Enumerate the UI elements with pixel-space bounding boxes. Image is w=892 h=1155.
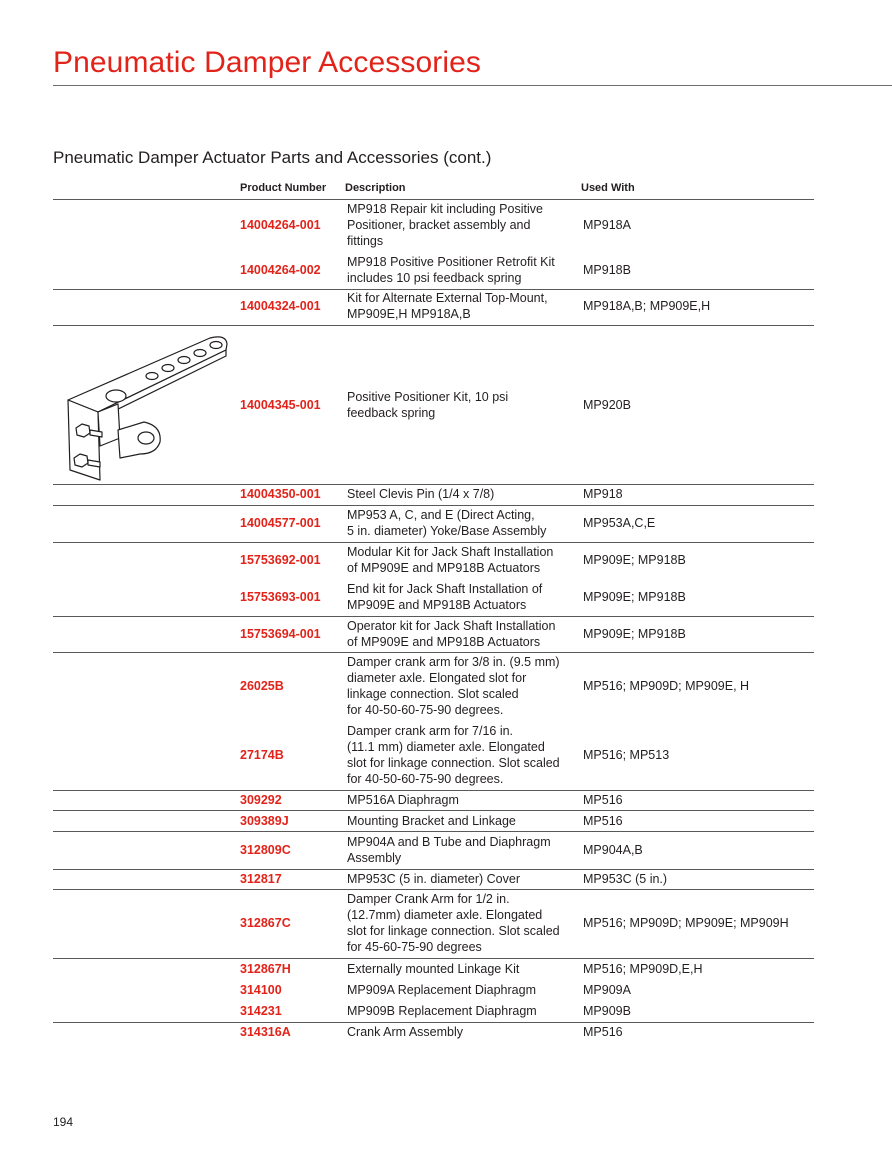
product-number: 312867C (240, 916, 291, 930)
description-line: slot for linkage connection. Slot scaled (347, 756, 560, 770)
used-with: MP909E; MP918B (583, 590, 686, 604)
product-number: 15753694-001 (240, 627, 321, 641)
product-number: 312817 (240, 872, 282, 886)
section-title: Pneumatic Damper Actuator Parts and Accessories (cont.) (53, 148, 492, 167)
description-line: for 40-50-60-75-90 degrees. (347, 703, 504, 717)
row-divider (53, 616, 814, 617)
description-line: feedback spring (347, 406, 436, 420)
description-line: (11.1 mm) diameter axle. Elongated (347, 740, 545, 754)
product-number: 314231 (240, 1004, 282, 1018)
description (347, 654, 577, 718)
description (347, 389, 577, 421)
description (347, 834, 577, 866)
page-number: 194 (53, 1115, 74, 1129)
used-with: MP516 (583, 1025, 623, 1039)
description-line: Crank Arm Assembly (347, 1025, 464, 1039)
description (347, 544, 577, 576)
description-line: MP909A Replacement Diaphragm (347, 983, 536, 997)
description-line: MP909B Replacement Diaphragm (347, 1004, 537, 1018)
row-divider (53, 505, 814, 506)
description-line: MP516A Diaphragm (347, 793, 459, 807)
row-divider (53, 325, 814, 326)
description-line: fittings (347, 234, 384, 248)
description-line: for 40-50-60-75-90 degrees. (347, 772, 504, 786)
product-number: 14004350-001 (240, 487, 321, 501)
description (347, 792, 577, 808)
description-line: includes 10 psi feedback spring (347, 271, 522, 285)
product-number: 309389J (240, 814, 289, 828)
description-line: Operator kit for Jack Shaft Installation (347, 619, 556, 633)
row-divider (53, 1022, 814, 1023)
description (347, 871, 577, 887)
description-line: Positive Positioner Kit, 10 psi (347, 390, 509, 404)
used-with: MP909E; MP918B (583, 553, 686, 567)
description-line: Damper Crank Arm for 1/2 in. (347, 892, 510, 906)
description-line: Damper crank arm for 3/8 in. (9.5 mm) (347, 655, 560, 669)
description (347, 201, 577, 249)
product-number: 27174B (240, 748, 284, 762)
product-number: 314100 (240, 983, 282, 997)
header-used-with: Used With (581, 182, 635, 194)
description-line: (12.7mm) diameter axle. Elongated (347, 908, 543, 922)
header-product-number: Product Number (240, 182, 327, 194)
description-line: MP953 A, C, and E (Direct Acting, (347, 508, 535, 522)
used-with: MP918A (583, 218, 631, 232)
row-divider (53, 831, 814, 832)
row-divider (53, 542, 814, 543)
product-number: 14004324-001 (240, 299, 321, 313)
used-with: MP516 (583, 793, 623, 807)
product-number: 14004577-001 (240, 516, 321, 530)
description-line: End kit for Jack Shaft Installation of (347, 582, 543, 596)
title-rule (53, 85, 892, 86)
description-line: diameter axle. Elongated slot for (347, 671, 527, 685)
description (347, 254, 577, 286)
description-line: MP909E and MP918B Actuators (347, 598, 527, 612)
description-line: MP909E,H MP918A,B (347, 307, 471, 321)
used-with: MP516 (583, 814, 623, 828)
used-with: MP918 (583, 487, 623, 501)
used-with: MP918B (583, 263, 631, 277)
description-line: for 45-60-75-90 degrees (347, 940, 482, 954)
product-number: 14004264-002 (240, 263, 321, 277)
positioner-bracket-illustration (60, 330, 235, 482)
description (347, 581, 577, 613)
header-description: Description (345, 182, 406, 194)
description-line: Positioner, bracket assembly and (347, 218, 531, 232)
row-divider (53, 289, 814, 290)
used-with: MP516; MP909D; MP909E; MP909H (583, 916, 789, 930)
row-divider (53, 484, 814, 485)
description (347, 486, 577, 502)
row-divider (53, 652, 814, 653)
row-divider (53, 199, 814, 200)
description (347, 1024, 577, 1040)
row-divider (53, 889, 814, 890)
description (347, 723, 577, 787)
row-divider (53, 958, 814, 959)
description (347, 507, 577, 539)
description-line: MP918 Positive Positioner Retrofit Kit (347, 255, 555, 269)
product-number: 14004345-001 (240, 398, 321, 412)
description-line: Mounting Bracket and Linkage (347, 814, 516, 828)
used-with: MP516; MP513 (583, 748, 670, 762)
used-with: MP516; MP909D; MP909E, H (583, 679, 750, 693)
description-line: Damper crank arm for 7/16 in. (347, 724, 514, 738)
used-with: MP918A,B; MP909E,H (583, 299, 711, 313)
description (347, 813, 577, 829)
description (347, 618, 577, 650)
description-line: 5 in. diameter) Yoke/Base Assembly (347, 524, 547, 538)
description (347, 290, 577, 322)
description-line: MP904A and B Tube and Diaphragm (347, 835, 551, 849)
description-line: linkage connection. Slot scaled (347, 687, 519, 701)
description-line: MP953C (5 in. diameter) Cover (347, 872, 520, 886)
product-number: 309292 (240, 793, 282, 807)
product-number: 26025B (240, 679, 284, 693)
row-divider (53, 790, 814, 791)
description-line: Modular Kit for Jack Shaft Installation (347, 545, 554, 559)
description-line: Externally mounted Linkage Kit (347, 962, 520, 976)
used-with: MP953C (5 in.) (583, 872, 668, 886)
description-line: slot for linkage connection. Slot scaled (347, 924, 560, 938)
description (347, 1003, 577, 1019)
row-divider (53, 810, 814, 811)
page-title: Pneumatic Damper Accessories (53, 46, 481, 79)
product-number: 14004264-001 (240, 218, 321, 232)
used-with: MP516; MP909D,E,H (583, 962, 703, 976)
row-divider (53, 869, 814, 870)
used-with: MP909E; MP918B (583, 627, 686, 641)
used-with: MP909B (583, 1004, 631, 1018)
description (347, 982, 577, 998)
description-line: Steel Clevis Pin (1/4 x 7/8) (347, 487, 495, 501)
description-line: of MP909E and MP918B Actuators (347, 561, 541, 575)
product-number: 15753692-001 (240, 553, 321, 567)
description (347, 961, 577, 977)
description-line: of MP909E and MP918B Actuators (347, 635, 541, 649)
used-with: MP920B (583, 398, 631, 412)
description-line: Kit for Alternate External Top-Mount, (347, 291, 548, 305)
product-number: 312867H (240, 962, 291, 976)
used-with: MP953A,C,E (583, 516, 656, 530)
product-number: 312809C (240, 843, 291, 857)
product-number: 15753693-001 (240, 590, 321, 604)
description-line: Assembly (347, 851, 402, 865)
used-with: MP909A (583, 983, 631, 997)
product-number: 314316A (240, 1025, 291, 1039)
used-with: MP904A,B (583, 843, 643, 857)
description (347, 891, 577, 955)
description-line: MP918 Repair kit including Positive (347, 202, 543, 216)
